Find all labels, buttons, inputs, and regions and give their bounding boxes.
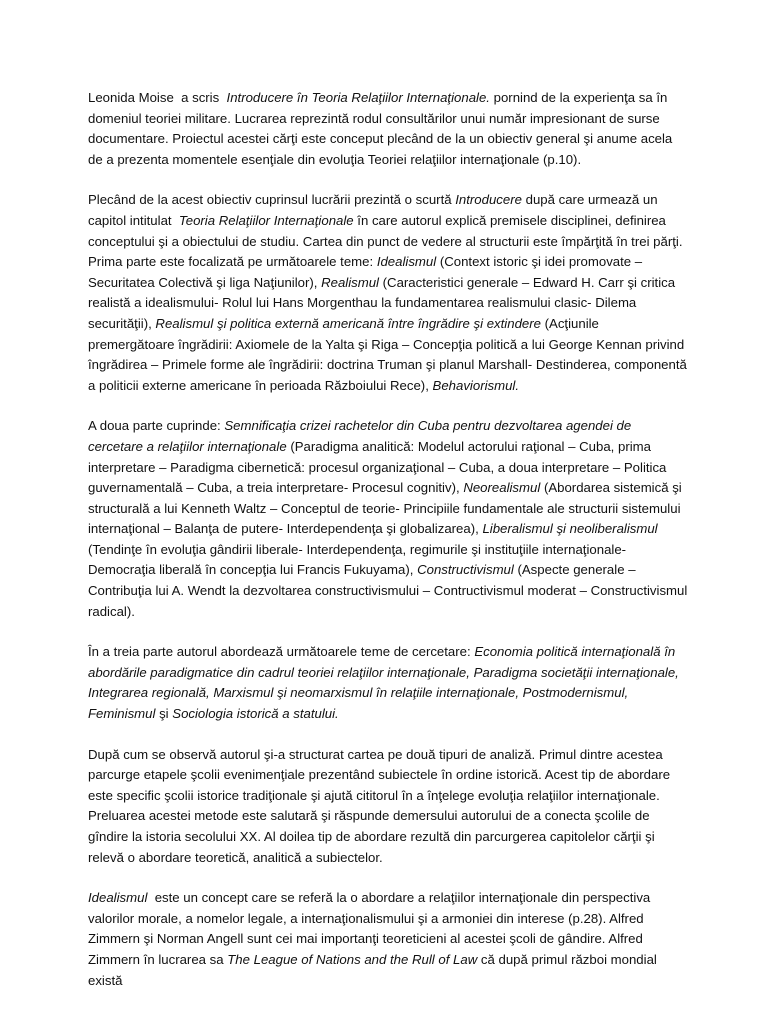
italic-text-segment: Neorealismul xyxy=(463,480,541,496)
paragraph xyxy=(88,416,691,622)
italic-text-segment: Economia politică internaţională în abordările paradigmatice din cadrul teoriei relaţiilor internaţionale, Paradigma societăţii internaţionale, Integrarea regională, Marxismul şi neomarxismul în relaţiile internaţionale, Postmodernismul, Feminismul xyxy=(88,644,683,722)
italic-text-segment: Behaviorismul. xyxy=(432,377,520,393)
text-segment: (Context istoric şi idei promovate – Securitatea Colectivă şi liga Naţiunilor), xyxy=(88,254,646,290)
text-segment: Plecând de la acest obiectiv cuprinsul lucrării prezintă o scurtă xyxy=(88,192,456,208)
italic-text-segment: Teoria Relaţiilor Internaţionale xyxy=(178,212,354,228)
italic-text-segment: Realismul xyxy=(321,274,379,290)
text-segment: Leonida Moise a scris xyxy=(88,90,227,105)
text-segment: (Aspecte generale – Contribuţia lui A. Wendt la dezvoltarea constructivismului – Contructivismul moderat – Constructivismul radical). xyxy=(88,562,691,619)
italic-text-segment: Liberalismul şi neoliberalismul xyxy=(482,521,658,537)
italic-text-segment: Introducere xyxy=(455,192,522,208)
text-segment: este un concept care se referă la o abordare a relaţiilor internaţionale din perspectiva valorilor morale, a nomelor legale, a internaţionalismului şi a armoniei din interese (p.28). Alfred Zimmern şi Norman Angell sunt cei mai importanţi teoreticieni al acestei şcoli de gândire. Alfred Zimmern în lucrarea sa xyxy=(88,890,654,967)
text-segment: În a treia parte autorul abordează următoarele teme de cercetare: xyxy=(88,644,475,660)
paragraph xyxy=(88,190,691,396)
text-segment: după care urmează un capitol intitulat xyxy=(88,192,662,228)
paragraph xyxy=(88,745,688,869)
paragraph xyxy=(88,88,688,170)
paragraph xyxy=(88,888,688,991)
italic-text-segment: Sociologia istorică a statului. xyxy=(172,706,339,722)
text-segment: şi xyxy=(155,706,173,722)
text-segment: (Acţiunile premergătoare îngrădirii: Axiomele de la Yalta şi Riga – Concepţia politică a lui George Kennan privind îngrădirea – Primele forme ale îngrădirii: doctrina Truman şi planul Marshall- Destinderea, componentă a politicii externe americane în perioada Războiului Rece), xyxy=(88,315,691,393)
text-segment: (Tendinţe în evoluţia gândirii liberale- Interdependenţa, regimurile şi instituţiile internaţionale- Democraţia liberală în concepţia lui Francis Fukuyama), xyxy=(88,521,662,578)
text-segment: (Paradigma analitică: Modelul actorului raţional – Cuba, prima interpretare – Paradigma cibernetică: procesul organizaţional – Cuba, a doua interpretare – Politica guvernamentală – Cuba, a treia interpretare- Procesul cognitiv), xyxy=(88,438,671,496)
paragraph xyxy=(88,642,688,724)
italic-text-segment: Idealismul xyxy=(376,254,437,270)
text-segment: (Abordarea sistemică şi structurală a lui Kenneth Waltz – Conceptul de teorie- Principiile fundamentale ale structurii sistemului internaţional – Balanţa de putere- Interdependenţa şi globalizarea), xyxy=(88,480,686,537)
text-segment: După cum se observă autorul şi-a structurat cartea pe două tipuri de analiză. Primul dintre acestea parcurge etapele şcolii evenimenţiale prezentând subiectele în ordine istorică. Acest tip de abordare este specific şcolii istorice tradiţionale şi ajută cititorul în a înţelege evoluţia relaţiilor internaţionale. Preluarea acestei metode este salutară şi răspunde demersului autorului de a conecta şcolile de gîndire la istoria secolului XX. Al doilea tip de abordare rezultă din parcurgerea capitolelor cărţii şi relevă o abordare teoretică, analitică a subiectelor. xyxy=(88,746,674,865)
italic-text-segment: Constructivismul xyxy=(417,562,514,578)
text-segment: pornind de la experienţa sa în domeniul teoriei militare. Lucrarea reprezintă rodul consultărilor unui număr impresionant de surse documentare. Proiectul acestei cărţi este conceput plecând de la un obiectiv general şi anume acela de a prezenta momentele esenţiale din evoluţia Teoriei relaţiilor internaţionale (p.10). xyxy=(88,90,676,167)
text-segment: A doua parte cuprinde: xyxy=(88,418,225,434)
text-segment: în care autorul explică premisele disciplinei, definirea conceptului şi a obiectului de studiu. Cartea din punct de vedere al structurii este împărţită în trei părţi. Prima parte este focalizată pe următoarele teme: xyxy=(88,212,687,270)
italic-text-segment: Realismul şi politica externă americană între îngrădire şi extindere xyxy=(155,315,541,331)
text-segment: că după primul război mondial există xyxy=(88,951,661,988)
document-body xyxy=(88,88,691,991)
text-segment: (Caracteristici generale – Edward H. Carr şi critica realistă a idealismului- Rolul lui Hans Morgenthau la fundamentarea realismului clasic- Dilema securităţii), xyxy=(88,274,679,331)
italic-text-segment: Introducere în Teoria Relaţiilor Internaţionale. xyxy=(226,90,490,105)
italic-text-segment: The League of Nations and the Rull of Law xyxy=(227,951,478,967)
italic-text-segment: Semnificaţia crizei rachetelor din Cuba pentru dezvoltarea agendei de cercetare a relaţiilor internaţionale xyxy=(88,418,635,454)
italic-text-segment: Idealismul xyxy=(88,890,148,906)
